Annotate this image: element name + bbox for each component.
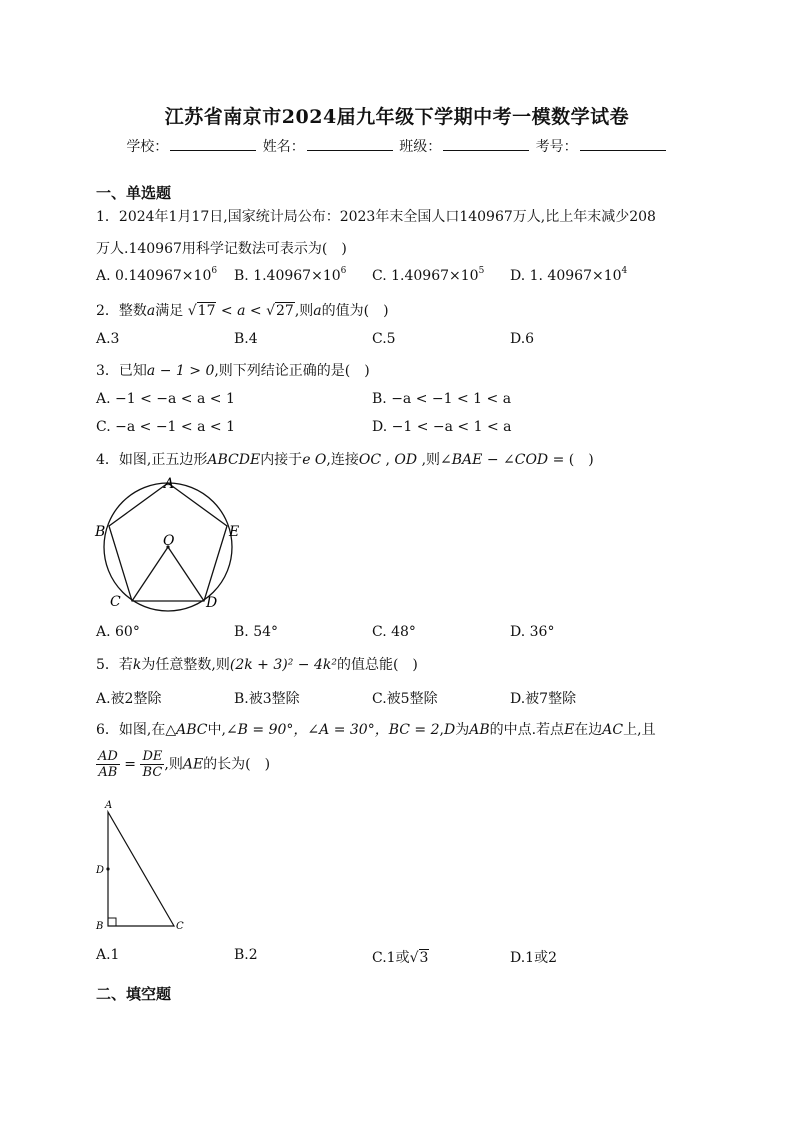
q6-option-b[interactable]: B.2 xyxy=(234,947,258,963)
q4-mid2: ,连接 xyxy=(326,452,359,468)
label-e: E xyxy=(229,524,240,540)
q6-stem-line1 xyxy=(96,719,656,739)
q5-option-b[interactable]: B.被3整除 xyxy=(234,691,300,707)
student-info-line xyxy=(0,136,794,156)
q6-seg-ab: AB xyxy=(469,722,490,738)
q3-condition: a − 1 > 0 xyxy=(146,363,215,379)
q4-sep: , xyxy=(381,452,395,468)
q5-option-d[interactable]: D.被7整除 xyxy=(510,691,577,707)
q3-option-c[interactable]: C. −a < −1 < a < 1 xyxy=(96,419,235,435)
q3-option-d[interactable]: D. −1 < −a < 1 < a xyxy=(372,419,512,435)
q4-seg-oc: OC xyxy=(358,452,382,468)
q6-option-c-rad: 3 xyxy=(419,950,429,966)
q2-option-c[interactable]: C.5 xyxy=(372,331,396,347)
name-label: 姓名： xyxy=(262,139,305,155)
q4-option-a[interactable]: A. 60° xyxy=(96,624,140,640)
q5-option-c[interactable]: C.被5整除 xyxy=(372,691,438,707)
q6-fraction-de-bc xyxy=(140,749,164,780)
q2-var: a xyxy=(146,303,156,319)
number-label: 考号： xyxy=(535,139,578,155)
label-a: A xyxy=(105,800,113,811)
label-a: A xyxy=(164,476,175,492)
q5-expression: (2k + 3)² − 4k² xyxy=(229,657,337,673)
right-angle-mark xyxy=(108,918,116,926)
q1-option-d[interactable] xyxy=(510,268,627,284)
exam-title: 江苏省南京市2024届九年级下学期中考一模数学试卷 xyxy=(164,106,630,128)
q6-e-mid: 在边 xyxy=(574,722,603,738)
q5-option-a[interactable]: A.被2整除 xyxy=(96,691,162,707)
q4-expression: ∠BAE − ∠COD xyxy=(440,452,549,468)
q1-option-d-text: D. 1. 40967×10 xyxy=(510,268,622,284)
q6-triangle-figure xyxy=(92,798,192,936)
label-d: D xyxy=(206,595,218,611)
q5-end: 的值总能( ) xyxy=(336,657,418,673)
q1-option-b-exp: 6 xyxy=(340,266,347,276)
q1-option-d-exp: 4 xyxy=(621,266,628,276)
q1-line2: 万人.140967用科学记数法可表示为( ) xyxy=(96,241,347,257)
class-label: 班级： xyxy=(399,139,442,155)
q2-rad-27: 27 xyxy=(276,303,294,319)
q2-option-b[interactable]: B.4 xyxy=(234,331,258,347)
q4-option-d[interactable]: D. 36° xyxy=(510,624,555,640)
q2-stem xyxy=(96,300,389,320)
q1-option-b-text: B. 1.40967×10 xyxy=(234,268,341,284)
label-c: C xyxy=(176,921,184,932)
q2-ineq: < a < xyxy=(216,303,267,319)
label-o: O xyxy=(163,533,175,549)
q3-option-a[interactable]: A. −1 < −a < a < 1 xyxy=(96,391,235,407)
q6-option-c-text: C.1或 xyxy=(372,950,410,966)
q4-seg-od: OD xyxy=(394,452,418,468)
q1-line1: 1．2024年1月17日,国家统计局公布：2023年末全国人口140967万人,比上年末减少208 xyxy=(96,209,656,225)
q1-option-c-exp: 5 xyxy=(478,266,485,276)
q1-option-c[interactable] xyxy=(372,268,484,284)
q2-rad-17: 17 xyxy=(197,303,216,319)
q4-end: = ( ) xyxy=(548,452,594,468)
q6-frac1-den: AB xyxy=(98,765,118,780)
q4-circle: e O xyxy=(302,452,327,468)
label-c: C xyxy=(110,594,121,610)
number-blank[interactable] xyxy=(580,138,666,151)
q1-option-b[interactable] xyxy=(234,268,346,284)
q4-option-b[interactable]: B. 54° xyxy=(234,624,279,640)
q2-sqrt-17: √17 xyxy=(187,303,216,319)
q1-option-a-exp: 6 xyxy=(211,266,218,276)
section-single-choice: 一、单选题 xyxy=(96,184,172,202)
q6-frac1-num: AD xyxy=(98,749,118,764)
label-b: B xyxy=(96,921,104,932)
q5-pre: 5．若 xyxy=(96,657,133,673)
q4-stem xyxy=(96,449,594,469)
q1-option-a-text: A. 0.140967×10 xyxy=(96,268,212,284)
q6-option-a[interactable]: A.1 xyxy=(96,947,120,963)
q6-mid: 中, xyxy=(207,722,226,738)
q6-e-end: 上,且 xyxy=(623,722,656,738)
q2-pre: 2．整数 xyxy=(96,303,147,319)
q1-option-a[interactable] xyxy=(96,268,217,284)
q2-option-a[interactable]: A.3 xyxy=(96,331,120,347)
q2-mid: 满足 xyxy=(155,303,184,319)
q3-stem xyxy=(96,360,370,380)
school-blank[interactable] xyxy=(170,138,256,151)
q2-option-d[interactable]: D.6 xyxy=(510,331,535,347)
q4-pentagon-figure xyxy=(90,470,250,620)
q5-var: k xyxy=(132,657,142,673)
q3-pre: 3．已知 xyxy=(96,363,147,379)
q6-line2-end: 的长为( ) xyxy=(203,756,271,773)
label-b: B xyxy=(95,524,106,540)
q6-point-d: D xyxy=(443,722,456,738)
q2-sqrt-27: √27 xyxy=(266,303,294,319)
q6-fraction-ad-ab xyxy=(96,749,120,780)
q6-equals: = xyxy=(124,756,136,773)
midpoint-d xyxy=(106,867,109,870)
q6-seg-ac: AC xyxy=(602,722,624,738)
q2-end: 的值为( ) xyxy=(321,303,389,319)
q6-point-e: E xyxy=(564,722,575,738)
q1-option-c-text: C. 1.40967×10 xyxy=(372,268,479,284)
q6-stem-line2 xyxy=(96,749,270,780)
q6-frac2-num: DE xyxy=(142,749,163,764)
q2-var2: a xyxy=(313,303,322,319)
q3-end: ,则下列结论正确的是( ) xyxy=(214,363,370,379)
q6-option-c[interactable] xyxy=(372,947,429,967)
q6-line2-post: ,则 xyxy=(164,756,183,773)
q4-option-c[interactable]: C. 48° xyxy=(372,624,416,640)
q5-stem xyxy=(96,654,418,674)
right-triangle xyxy=(108,812,174,926)
q4-pre: 4．如图,正五边形 xyxy=(96,452,208,468)
segment-oc xyxy=(132,547,168,601)
class-blank[interactable] xyxy=(443,138,529,151)
q5-mid: 为任意整数,则 xyxy=(141,657,230,673)
school-label: 学校： xyxy=(126,139,169,155)
q4-mid: 内接于 xyxy=(260,452,303,468)
q6-frac2-den: BC xyxy=(142,765,163,780)
q3-option-b[interactable]: B. −a < −1 < 1 < a xyxy=(372,391,512,407)
q6-pre: 6．如图,在△ xyxy=(96,722,177,738)
q6-condition: ∠B = 90°，∠A = 30°，BC = 2 xyxy=(225,722,440,738)
name-blank[interactable] xyxy=(307,138,393,151)
q2-post: ,则 xyxy=(294,303,314,319)
section-fill-in: 二、填空题 xyxy=(96,985,172,1003)
label-d: D xyxy=(96,865,105,876)
segment-od xyxy=(168,547,204,601)
q4-mid3: ,则 xyxy=(417,452,441,468)
q6-option-d[interactable]: D.1或2 xyxy=(510,950,557,966)
q6-d-pre: , xyxy=(439,722,444,738)
q4-polygon: ABCDE xyxy=(207,452,261,468)
q6-triangle: ABC xyxy=(176,722,208,738)
q6-option-c-sqrt: √3 xyxy=(409,950,429,966)
q6-d-end: 的中点.若点 xyxy=(489,722,565,738)
q6-d-mid: 为 xyxy=(455,722,470,738)
q6-seg-ae: AE xyxy=(182,756,204,773)
